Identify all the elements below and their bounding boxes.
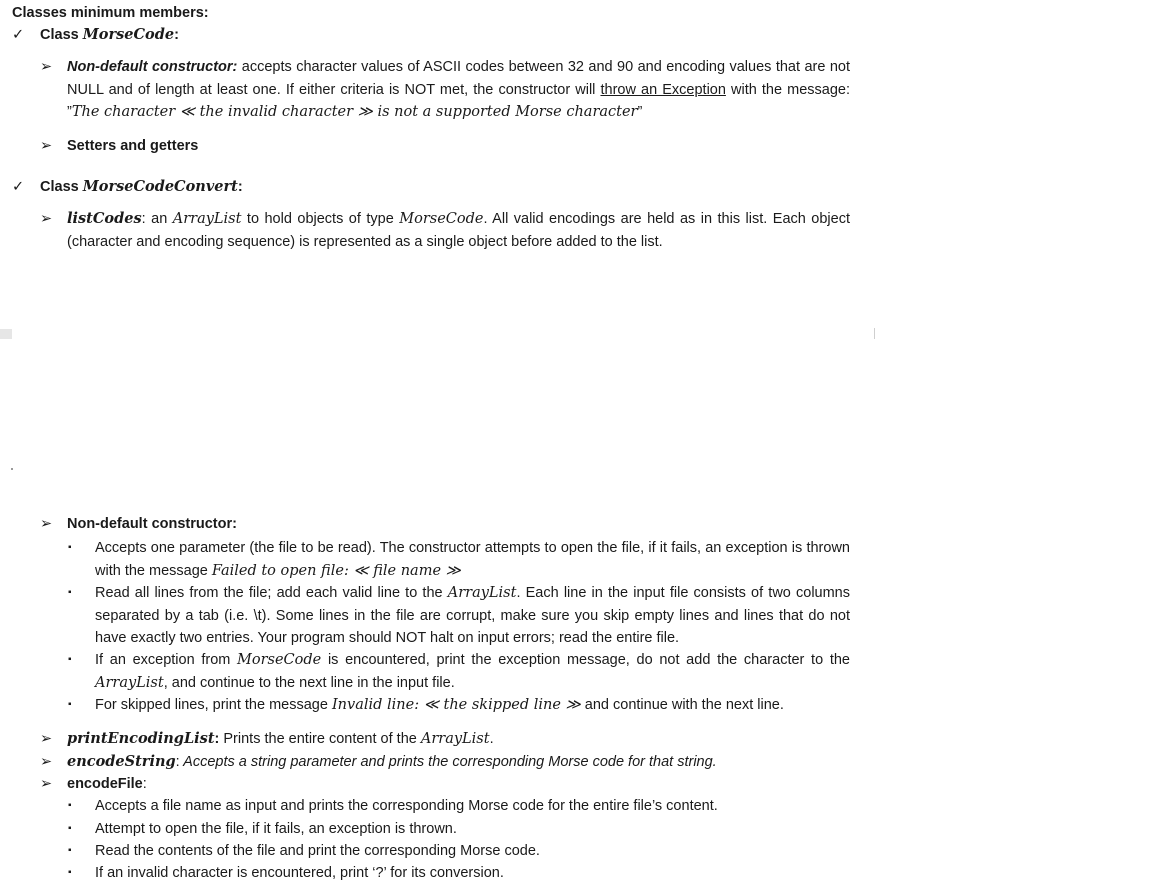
constructor-label: Non-default constructor: bbox=[67, 59, 238, 75]
encode-string-item: ➢ encodeString: Accepts a string parameter and prints the corresponding Morse code for that string. bbox=[40, 751, 850, 774]
arrow-bullet-icon: ➢ bbox=[40, 516, 53, 532]
arrow-bullet-icon: ➢ bbox=[40, 211, 53, 227]
square-bullet-icon: ▪ bbox=[68, 587, 72, 598]
exception-link-text: throw an Exception bbox=[600, 81, 726, 98]
page-break-mark bbox=[0, 329, 12, 339]
member-name: listCodes bbox=[67, 210, 142, 227]
square-bullet-icon: ▪ bbox=[68, 542, 72, 553]
class-morsecodeconvert-heading: ✓ Class MorseCodeConvert: bbox=[12, 178, 243, 195]
print-encoding-list-item: ➢ printEncodingList: Prints the entire content of the ArrayList. bbox=[40, 728, 850, 751]
listcodes-item: ➢ listCodes: an ArrayList to hold objects of type MorseCode. All valid encodings are held as in this list. Each object (character and encoding sequence) is represented as a single object before added to the list. bbox=[40, 210, 850, 250]
square-bullet-icon: ▪ bbox=[68, 699, 72, 710]
class-name: MorseCodeConvert bbox=[82, 178, 238, 195]
square-bullet-icon: ▪ bbox=[68, 800, 72, 811]
encode-file-bullet-3: ▪ Read the contents of the file and print the corresponding Morse code. bbox=[68, 840, 850, 863]
check-icon: ✓ bbox=[12, 179, 25, 195]
class-morsecode-heading: ✓ Class MorseCode: bbox=[12, 26, 179, 43]
arrow-bullet-icon: ➢ bbox=[40, 731, 53, 747]
arrow-bullet-icon: ➢ bbox=[40, 59, 53, 75]
square-bullet-icon: ▪ bbox=[68, 867, 72, 878]
constructor-bullet-4: ▪ For skipped lines, print the message Invalid line: ≪ the skipped line ≫ and continue with the next line. bbox=[68, 694, 850, 717]
square-bullet-icon: ▪ bbox=[68, 823, 72, 834]
arrow-bullet-icon: ➢ bbox=[40, 776, 53, 792]
constructor-bullet-3: ▪ If an exception from MorseCode is encountered, print the exception message, do not add the character to the ArrayList, and continue to the next line in the input file. bbox=[68, 649, 850, 694]
square-bullet-icon: ▪ bbox=[68, 845, 72, 856]
class-name: MorseCode bbox=[82, 26, 175, 43]
page-break-mark bbox=[874, 328, 875, 339]
arrow-bullet-icon: ➢ bbox=[40, 138, 53, 154]
page-break-mark bbox=[11, 468, 13, 470]
arrow-bullet-icon: ➢ bbox=[40, 754, 53, 770]
constructor-bullet-1: ▪ Accepts one parameter (the file to be read). The constructor attempts to open the file, if it fails, an exception is thrown with the message Failed to open file: ≪ file name ≫ bbox=[68, 537, 850, 582]
square-bullet-icon: ▪ bbox=[68, 654, 72, 665]
convert-constructor-item: ➢ Non-default constructor: bbox=[40, 513, 850, 536]
encode-file-bullet-1: ▪ Accepts a file name as input and prints the corresponding Morse code for the entire file’s content. bbox=[68, 795, 850, 818]
setters-getters-item: ➢ Setters and getters bbox=[40, 135, 850, 158]
morsecode-constructor-item: ➢ Non-default constructor: accepts character values of ASCII codes between 32 and 90 and encoding values that are not NULL and of length at least one. If either criteria is NOT met, the constructor will throw an Exception with the message: ”The character ≪ the invalid character ≫ is not a supported Morse character” bbox=[40, 56, 850, 124]
encode-file-bullet-2: ▪ Attempt to open the file, if it fails, an exception is thrown. bbox=[68, 818, 850, 841]
encode-file-item: ➢ encodeFile: bbox=[40, 773, 850, 796]
encode-file-bullet-4: ▪ If an invalid character is encountered, print ‘?’ for its conversion. bbox=[68, 862, 850, 885]
error-message: The character ≪ the invalid character ≫ is not a supported Morse character bbox=[71, 104, 638, 120]
heading: Classes minimum members: bbox=[12, 5, 209, 21]
constructor-bullet-2: ▪ Read all lines from the file; add each valid line to the ArrayList. Each line in the input file consists of two columns separated by a tab (i.e. \t). Some lines in the file are corrupt, make sure you skip empty lines and lines that do not have exactly two entries. Your program should NOT halt on input errors; read the entire file. bbox=[68, 582, 850, 650]
check-icon: ✓ bbox=[12, 27, 25, 43]
